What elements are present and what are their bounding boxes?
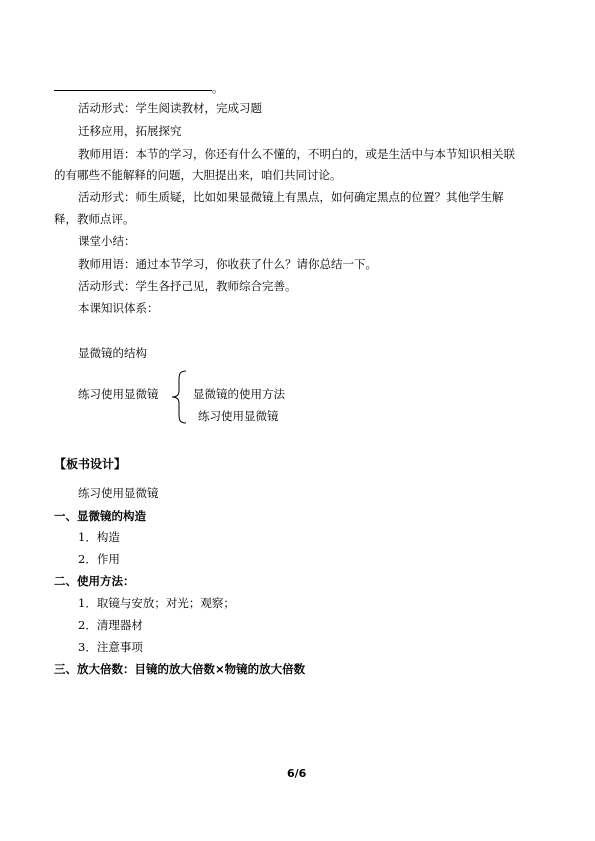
teacher-words-line-1: 教师用语：本节的学习，你还有什么不懂的，不明白的，或是生活中与本节知识相关联 [78,147,515,161]
teacher-words-line-2: 的有哪些不能解释的问题，大胆提出来，咱们共同讨论。 [54,168,342,182]
transfer-application-line: 迁移应用，拓展探究 [78,124,182,138]
board-s2-item-2: 2．清理器材 [78,618,143,632]
page-number: 6/6 [287,767,307,780]
activity-form-line-1: 活动形式：学生阅读教材，完成习题 [78,101,262,115]
activity-form-summary: 活动形式：学生各抒己见，教师综合完善。 [78,279,297,293]
board-title: 练习使用显微镜 [78,486,159,500]
activity-form-line-3: 释，教师点评。 [54,212,135,226]
fill-in-blank-line [54,90,212,91]
board-section-2: 二、使用方法： [54,574,135,588]
knowledge-structure: 显微镜的结构 [78,346,147,360]
board-section-1: 一、显微镜的构造 [54,509,146,523]
teacher-words-summary: 教师用语：通过本节学习，你收获了什么？请你总结一下。 [78,257,377,271]
knowledge-practice: 练习使用显微镜 [78,387,159,401]
knowledge-branch-usage: 显微镜的使用方法 [193,387,285,401]
class-summary-label: 课堂小结： [78,234,136,248]
knowledge-system-label: 本课知识体系： [78,301,159,315]
board-s1-item-1: 1．构造 [78,530,120,544]
board-design-heading: 【板书设计】 [54,457,127,471]
curly-brace-icon [170,369,190,425]
board-s2-item-1: 1．取镜与安放；对光；观察； [78,596,235,610]
board-section-3: 三、放大倍数：目镜的放大倍数×物镜的放大倍数 [54,662,306,676]
board-s2-item-3: 3．注意事项 [78,640,143,654]
blank-period: 。 [212,81,224,95]
knowledge-branch-practice: 练习使用显微镜 [198,409,279,423]
board-s1-item-2: 2．作用 [78,552,120,566]
activity-form-line-2: 活动形式：师生质疑，比如如果显微镜上有黑点，如何确定黑点的位置？其他学生解 [78,190,504,204]
